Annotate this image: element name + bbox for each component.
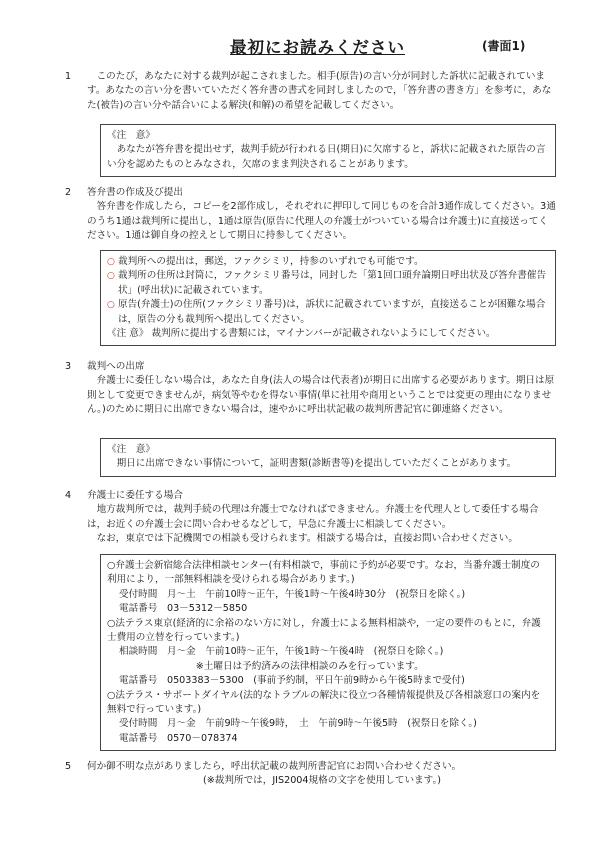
section-1 xyxy=(65,70,557,113)
section-number: 1 xyxy=(65,71,72,82)
consultation-item xyxy=(107,689,549,747)
consultation-box xyxy=(100,554,556,751)
section-text: 答弁書を作成したら，コピーを2部作成し，それぞれに押印して同じものを合計3通作成してください。3通のうち1通は裁判所に提出し，1通は原告(原告に代理人の弁護士がついている場合は弁護士)に直接送ってください。1通は御自身の控えとして期日に持参してください。 xyxy=(87,201,556,242)
consultation-details: 受付時間 月～金 午前9時～午後9時， 土 午前9時～午後5時 (祝祭日を除く。) 電話番号 0570－078374 xyxy=(119,718,477,744)
submission-info-box xyxy=(100,250,556,346)
section-heading: 弁護士に委任する場合 xyxy=(87,490,183,501)
note-box-3 xyxy=(100,438,556,477)
list-item: ○ 裁判所への提出は，郵送，ファクシミリ，持参のいずれでも可能です。 xyxy=(107,255,549,269)
page-title: 最初にお読みください xyxy=(230,38,405,57)
section-4 xyxy=(65,489,557,547)
consultation-list xyxy=(107,559,549,746)
list-item: ○ 原告(弁護士)の住所(ファクシミリ番号)は，訴状に記載されていますが，直接送ることが困難な場合は，原告の分も裁判所へ提出してください。 xyxy=(107,298,549,327)
section-number: 5 xyxy=(65,761,72,772)
section-2 xyxy=(65,186,557,244)
list-item: ○ 裁判所の住所は封筒に，ファクシミリ番号は，同封した「第1回口頭弁論期日呼出状及び答弁書催告状」(呼出状)に記載されています。 xyxy=(107,269,549,298)
mynumber-note: 《注 意》 裁判所に提出する書類には，マイナンバーが記載されないようにしてください。 xyxy=(107,328,496,340)
note-heading: 《注 意》 xyxy=(107,444,155,455)
section-heading: 裁判への出席 xyxy=(87,361,145,372)
consultation-details: 相談時間 月～金 午前10時～正午，午後1時～午後4時 (祝祭日を除く。) ※土曜日は予約済みの法律相談のみを行っています。 電話番号 0503383－5300 (事前予約制，平日午前9時から午後5時まで受付) xyxy=(119,646,465,687)
consultation-item xyxy=(107,559,549,617)
red-check-mark-icon: ○ xyxy=(107,257,115,267)
section-heading: 答弁書の作成及び提出 xyxy=(87,187,183,198)
consultation-name: ○弁護士会新宿総合法律相談センター(有料相談で，事前に予約が必要です。なお，当番弁護士制度の利用により，一部無料相談を受けられる場合があります。) xyxy=(107,560,540,586)
note-heading: 《注 意》 xyxy=(107,130,155,141)
consultation-item xyxy=(107,617,549,689)
note-text: 期日に出席できない事情について，証明書類(診断書等)を提出していただくことがあります。 xyxy=(107,458,517,470)
section-text: 地方裁判所では，裁判手続の代理は弁護士でなければできません。弁護士を代理人として委任する場合は，お近くの弁護士会に問い合わせるなどして，早急に弁護士に相談してください。 なお，東京では下記機関での相談も受けられます。相談する場合は，直接お問い合わせください。 xyxy=(87,504,539,545)
section-number: 3 xyxy=(65,361,72,372)
section-number: 2 xyxy=(65,187,72,198)
section-number: 4 xyxy=(65,490,72,501)
section-5 xyxy=(65,760,557,789)
document-header xyxy=(0,34,603,58)
section-text: このたび，あなたに対する裁判が起こされました。相手(原告)の言い分が同封した訴状に記載されています。あなたの言い分を書いていただく答弁書の書式を同封しましたので，「答弁書の書き方」を参考に，あなた(被告)の言い分や話合いによる解決(和解)の希望を記載してください。 xyxy=(87,71,552,111)
consultation-details: 受付時間 月～土 午前10時～正午，午後1時～午後4時30分 (祝祭日を除く。) 電話番号 03－5312－5850 xyxy=(119,588,466,615)
consultation-name: ○法テラス・サポートダイヤル(法的なトラブルの解決に役立つ各種情報提供及び各相談窓口の案内を無料で行っています。) xyxy=(107,689,541,716)
red-check-mark-icon: ○ xyxy=(107,271,115,282)
note-box-1 xyxy=(100,124,556,177)
section-text: 弁護士に委任しない場合は，あなた自身(法人の場合は代表者)が期日に出席する必要があります。期日は原則として変更できませんが，病気等やむを得ない事情(単に社用や商用ということでは変更の理由になりません。)のために期日に出席できない場合は，速やかに呼出状記載の裁判所書記官に御連絡ください。 xyxy=(87,375,555,416)
note-text: あなたが答弁書を提出せず，裁判手続が行われる日(期日)に欠席すると，訴状に記載された原告の言い分を認めたものとみなされ，欠席のまま判決されることがあります。 xyxy=(107,144,546,170)
document-number: (書面1) xyxy=(482,39,526,53)
jis-footnote: (※裁判所では，JIS2004規格の文字を使用しています。) xyxy=(203,775,441,787)
red-check-mark-icon: ○ xyxy=(107,300,115,311)
section-text: 何か御不明な点がありましたら，呼出状記載の裁判所書記官にお問い合わせください。 xyxy=(87,761,462,772)
submission-info-list xyxy=(107,255,549,327)
consultation-name: ○法テラス東京(経済的に余裕のない方に対し，弁護士による無料相談や，一定の要件のもとに，弁護士費用の立替を行っています。) xyxy=(107,617,541,644)
section-3 xyxy=(65,360,557,418)
